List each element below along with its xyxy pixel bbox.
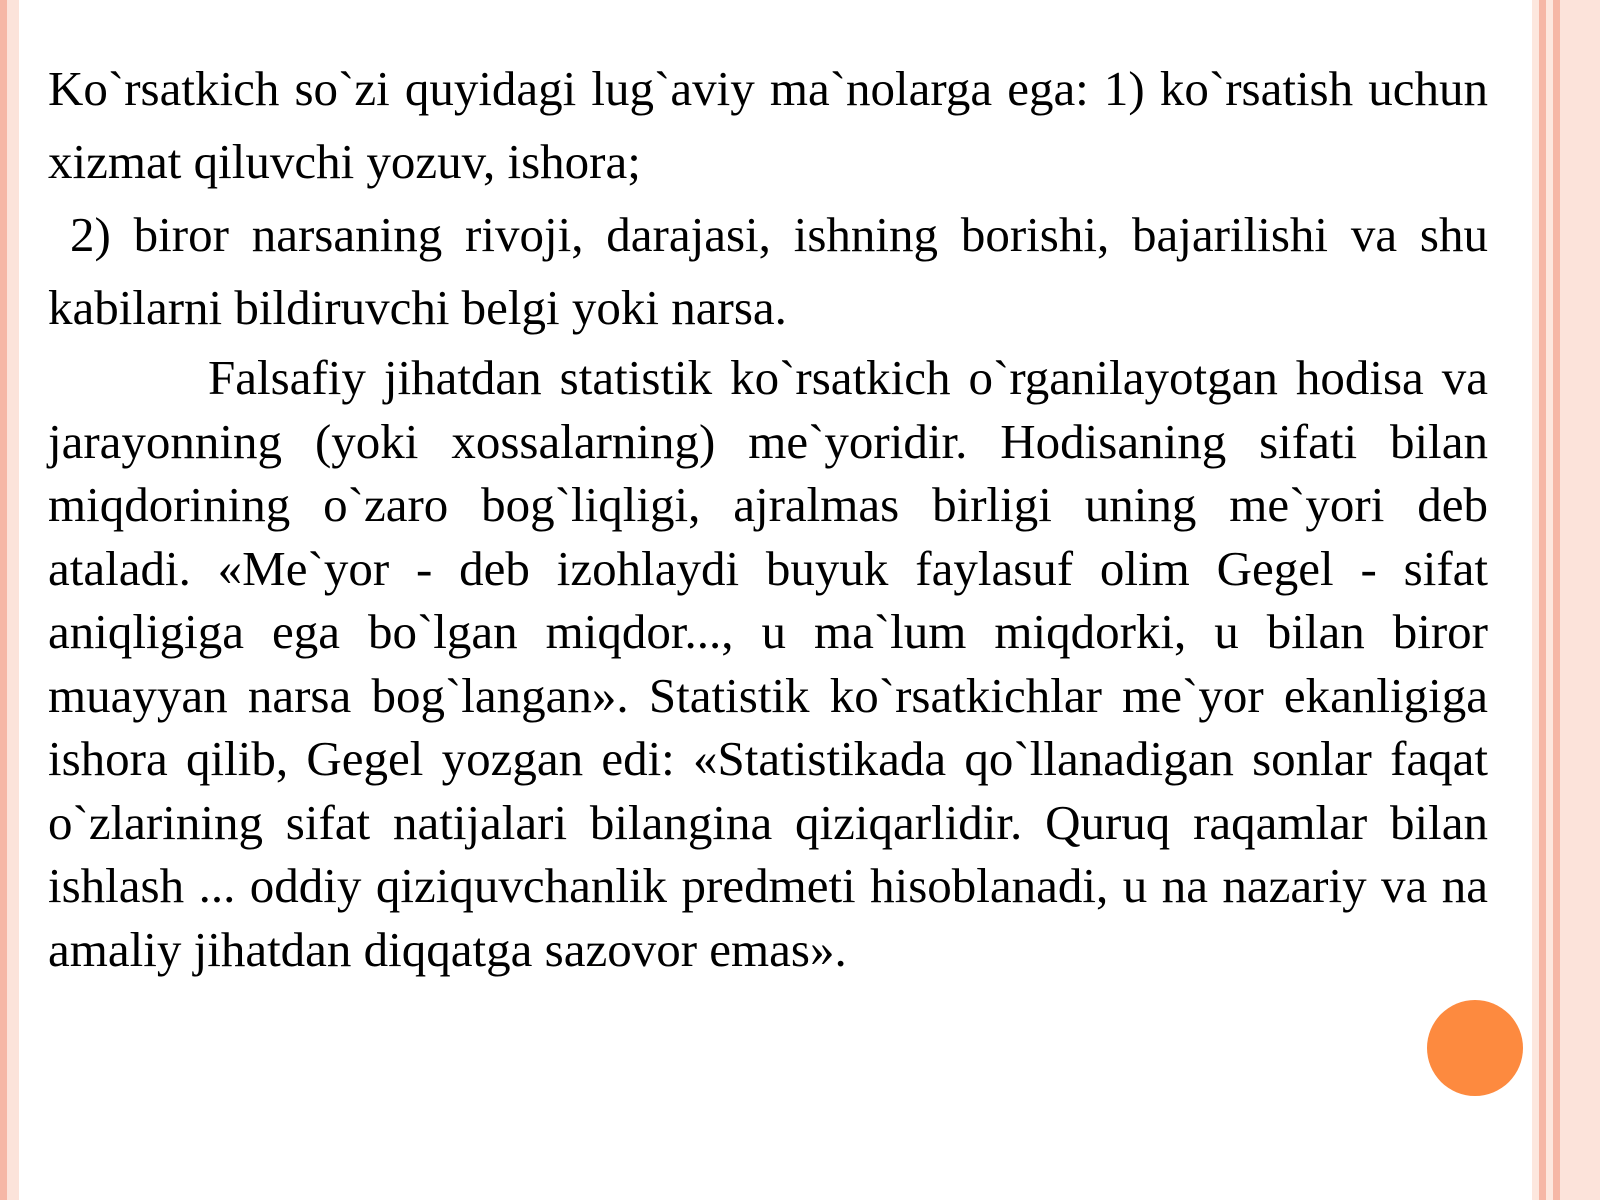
decorative-circle xyxy=(1427,1000,1523,1096)
slide-body xyxy=(48,52,1488,981)
right-border-stripe-a xyxy=(1532,0,1539,1200)
paragraph-philosophy: Falsafiy jihatdan statistik ko`rsatkich o`rganilayotgan hodisa va jarayonning (yoki xossalarning) me`yoridir. Hodisaning sifati bilan miqdorining o`zaro bog`liqligi, ajralmas birligi uning me`yori deb ataladi. «Me`yor - deb izohlaydi buyuk faylasuf olim Gegel - sifat aniqligiga ega bo`lgan miqdor..., u ma`lum miqdorki, u bilan biror muayyan narsa bog`langan». Statistik ko`rsatkichlar me`yor ekanligiga ishora qilib, Gegel yozgan edi: «Statistikada qo`llanadigan sonlar faqat o`zlarining sifat natijalari bilangina qiziqarlidir. Quruq raqamlar bilan ishlash ... oddiy qiziquvchanlik predmeti hisoblanadi, u na nazariy va na amaliy jihatdan diqqatga sazovor emas». xyxy=(48,350,1488,977)
right-border-stripe-d xyxy=(1553,0,1560,1200)
right-border-stripe-c xyxy=(1546,0,1553,1200)
paragraph-definition-1: Ko`rsatkich so`zi quyidagi lug`aviy ma`nolarga ega: 1) ko`rsatish uchun xizmat qiluvchi yozuv, ishora; xyxy=(48,61,1488,189)
right-border-stripe-b xyxy=(1539,0,1546,1200)
paragraph-definition-2: 2) biror narsaning rivoji, darajasi, ishning borishi, bajarilishi va shu kabilarni bildiruvchi belgi yoki narsa. xyxy=(48,207,1488,335)
left-border-stripe xyxy=(0,0,7,1200)
right-border-light xyxy=(1560,0,1600,1200)
left-border-light xyxy=(7,0,19,1200)
